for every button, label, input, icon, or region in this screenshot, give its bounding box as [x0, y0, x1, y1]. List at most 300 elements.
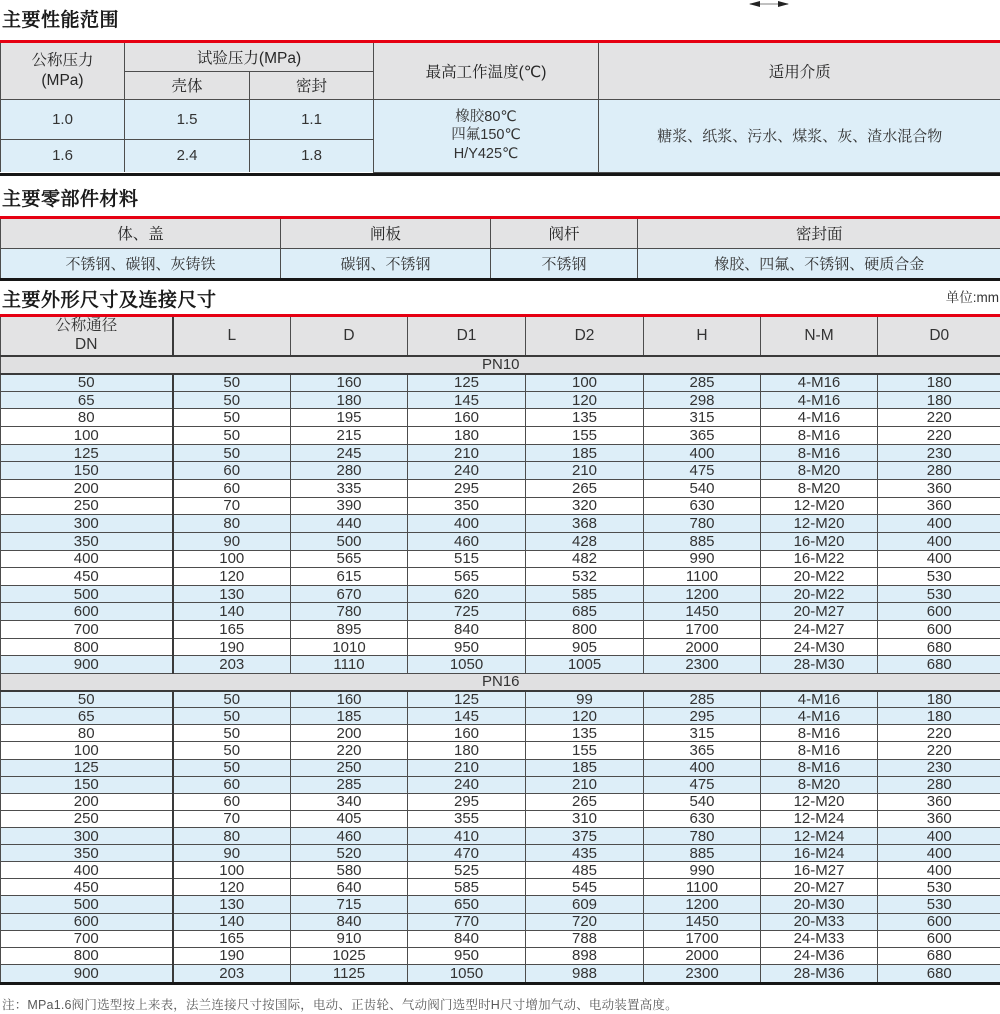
dim-cell: 265 — [526, 479, 644, 497]
dim-cell: 295 — [644, 708, 761, 725]
dim-cell: 165 — [173, 621, 291, 639]
dim-cell: 435 — [526, 845, 644, 862]
dim-cell: 285 — [644, 691, 761, 708]
dim-row-PN16-500 — [1, 896, 1000, 913]
col-header-D: D — [291, 317, 408, 356]
dim-row-PN16-400 — [1, 862, 1000, 879]
dim-row-PN16-800 — [1, 947, 1000, 964]
dim-cell: 1125 — [291, 964, 408, 981]
dim-cell: 400 — [878, 532, 1000, 550]
dim-cell: 1450 — [644, 913, 761, 930]
dimension-arrow-icon — [747, 0, 791, 8]
dim-cell: 220 — [878, 742, 1000, 759]
dim-cell: 300 — [1, 828, 173, 845]
dim-cell: 250 — [1, 497, 173, 515]
materials-table — [0, 219, 1000, 278]
dim-cell: 350 — [1, 845, 173, 862]
dim-row-PN16-250 — [1, 810, 1000, 827]
dim-cell: 1700 — [644, 930, 761, 947]
dim-cell: 340 — [291, 793, 408, 810]
dim-cell: 8-M16 — [761, 444, 878, 462]
dim-cell: 50 — [1, 374, 173, 392]
dim-cell: 24-M27 — [761, 621, 878, 639]
dim-cell: 600 — [878, 930, 1000, 947]
dim-cell: 215 — [291, 427, 408, 445]
dim-cell: 368 — [526, 515, 644, 533]
pressure-cell: 1.0 — [1, 99, 125, 139]
dim-cell: 400 — [878, 862, 1000, 879]
dim-cell: 125 — [1, 444, 173, 462]
dim-cell: 160 — [408, 409, 526, 427]
dim-cell: 440 — [291, 515, 408, 533]
dim-cell: 460 — [291, 828, 408, 845]
dim-row-PN10-150 — [1, 462, 1000, 480]
dim-cell: 500 — [1, 896, 173, 913]
dim-cell: 1110 — [291, 656, 408, 674]
max-temp-cell — [374, 99, 599, 172]
dim-cell: 220 — [878, 409, 1000, 427]
dim-cell: 310 — [526, 810, 644, 827]
dim-cell: 1025 — [291, 947, 408, 964]
pn-band-row — [1, 356, 1000, 374]
dim-cell: 50 — [173, 708, 291, 725]
dim-cell: 180 — [878, 691, 1000, 708]
dim-row-PN16-200 — [1, 793, 1000, 810]
dim-cell: 28-M36 — [761, 964, 878, 981]
dim-row-PN16-125 — [1, 759, 1000, 776]
dim-cell: 485 — [526, 862, 644, 879]
dim-cell: 4-M16 — [761, 391, 878, 409]
dim-cell: 70 — [173, 497, 291, 515]
dim-cell: 60 — [173, 479, 291, 497]
dim-cell: 788 — [526, 930, 644, 947]
dim-cell: 180 — [878, 391, 1000, 409]
dim-cell: 240 — [408, 462, 526, 480]
dim-cell: 950 — [408, 947, 526, 964]
dim-cell: 600 — [878, 603, 1000, 621]
performance-table — [0, 43, 1000, 173]
dim-cell: 70 — [173, 810, 291, 827]
section-title-materials: 主要零部件材料 — [2, 189, 139, 210]
dim-row-PN16-700 — [1, 930, 1000, 947]
dim-cell: 180 — [878, 708, 1000, 725]
dim-cell: 320 — [526, 497, 644, 515]
dim-cell: 190 — [173, 947, 291, 964]
dim-cell: 12-M20 — [761, 497, 878, 515]
pn-band-label: PN16 — [1, 674, 1000, 691]
dim-cell: 195 — [291, 409, 408, 427]
pressure-cell: 1.6 — [1, 139, 125, 172]
col-header-media: 适用介质 — [599, 43, 1000, 99]
dim-cell: 80 — [173, 515, 291, 533]
dim-cell: 898 — [526, 947, 644, 964]
dim-cell: 1050 — [408, 656, 526, 674]
dim-cell: 145 — [408, 391, 526, 409]
dim-cell: 715 — [291, 896, 408, 913]
dim-cell: 532 — [526, 568, 644, 586]
dim-cell: 90 — [173, 532, 291, 550]
dim-cell: 8-M20 — [761, 479, 878, 497]
performance-row — [1, 99, 1000, 139]
col-header-dn — [1, 317, 173, 356]
dim-cell: 720 — [526, 913, 644, 930]
dim-cell: 650 — [408, 896, 526, 913]
dim-cell: 220 — [878, 725, 1000, 742]
dim-cell: 60 — [173, 776, 291, 793]
dim-cell: 400 — [408, 515, 526, 533]
dim-cell: 295 — [408, 793, 526, 810]
dim-cell: 140 — [173, 913, 291, 930]
dim-cell: 585 — [526, 585, 644, 603]
dim-cell: 295 — [408, 479, 526, 497]
dim-cell: 140 — [173, 603, 291, 621]
dim-cell: 50 — [173, 374, 291, 392]
dim-cell: 580 — [291, 862, 408, 879]
dim-cell: 450 — [1, 568, 173, 586]
dim-row-PN10-250 — [1, 497, 1000, 515]
dim-cell: 200 — [291, 725, 408, 742]
dim-cell: 350 — [1, 532, 173, 550]
dim-cell: 20-M27 — [761, 879, 878, 896]
dim-cell: 780 — [291, 603, 408, 621]
dim-cell: 12-M20 — [761, 793, 878, 810]
dim-cell: 210 — [526, 462, 644, 480]
dim-cell: 400 — [1, 862, 173, 879]
dim-cell: 1100 — [644, 879, 761, 896]
dim-row-PN16-80 — [1, 725, 1000, 742]
dim-cell: 540 — [644, 479, 761, 497]
dim-cell: 525 — [408, 862, 526, 879]
dim-cell: 515 — [408, 550, 526, 568]
dim-cell: 1200 — [644, 585, 761, 603]
dim-cell: 65 — [1, 708, 173, 725]
dim-cell: 120 — [526, 391, 644, 409]
dim-cell: 400 — [1, 550, 173, 568]
dim-cell: 365 — [644, 742, 761, 759]
dim-cell: 545 — [526, 879, 644, 896]
shell-cell: 2.4 — [125, 139, 250, 172]
dim-cell: 150 — [1, 776, 173, 793]
dim-cell: 530 — [878, 568, 1000, 586]
dimensions-table-wrap — [0, 317, 1000, 985]
dim-row-PN16-300 — [1, 828, 1000, 845]
dim-cell: 300 — [1, 515, 173, 533]
dim-cell: 155 — [526, 742, 644, 759]
dim-cell: 265 — [526, 793, 644, 810]
dim-cell: 428 — [526, 532, 644, 550]
dim-cell: 20-M30 — [761, 896, 878, 913]
dim-cell: 165 — [173, 930, 291, 947]
seal-cell: 1.1 — [250, 99, 374, 139]
dim-cell: 155 — [526, 427, 644, 445]
dim-cell: 988 — [526, 964, 644, 981]
dim-row-PN10-65 — [1, 391, 1000, 409]
dim-cell: 125 — [1, 759, 173, 776]
dim-cell: 50 — [173, 742, 291, 759]
dim-cell: 680 — [878, 947, 1000, 964]
dim-cell: 24-M36 — [761, 947, 878, 964]
dim-cell: 24-M33 — [761, 930, 878, 947]
dim-cell: 100 — [1, 742, 173, 759]
dim-cell: 20-M22 — [761, 568, 878, 586]
col-header-seal: 密封 — [250, 71, 374, 99]
dim-cell: 185 — [526, 759, 644, 776]
dim-cell: 2000 — [644, 638, 761, 656]
dim-cell: 16-M20 — [761, 532, 878, 550]
dim-row-PN16-50 — [1, 691, 1000, 708]
dim-cell: 180 — [291, 391, 408, 409]
dim-row-PN10-700 — [1, 621, 1000, 639]
col-header-NM: N-M — [761, 317, 878, 356]
dim-cell: 630 — [644, 810, 761, 827]
dim-cell: 50 — [173, 725, 291, 742]
dim-cell: 210 — [408, 444, 526, 462]
dim-cell: 780 — [644, 828, 761, 845]
dim-cell: 1700 — [644, 621, 761, 639]
dim-group-PN16 — [1, 674, 1000, 982]
dimensions-table — [0, 317, 1000, 982]
dim-cell: 520 — [291, 845, 408, 862]
dim-group-PN10 — [1, 356, 1000, 674]
dim-cell: 990 — [644, 550, 761, 568]
dim-cell: 600 — [1, 913, 173, 930]
dim-row-PN10-50 — [1, 374, 1000, 392]
dim-cell: 8-M20 — [761, 776, 878, 793]
dim-cell: 680 — [878, 638, 1000, 656]
dim-cell: 16-M27 — [761, 862, 878, 879]
stem-cell: 不锈钢 — [491, 248, 638, 278]
dim-row-PN16-150 — [1, 776, 1000, 793]
header-line: (MPa) — [41, 71, 84, 89]
dim-row-PN16-350 — [1, 845, 1000, 862]
dim-cell: 365 — [644, 427, 761, 445]
dim-cell: 410 — [408, 828, 526, 845]
dim-cell: 100 — [1, 427, 173, 445]
dim-cell: 400 — [878, 515, 1000, 533]
media-cell: 糖浆、纸浆、污水、煤浆、灰、渣水混合物 — [599, 99, 1000, 172]
col-header-H: H — [644, 317, 761, 356]
dim-cell: 360 — [878, 497, 1000, 515]
dim-row-PN10-350 — [1, 532, 1000, 550]
temp-line: 橡胶80℃ — [455, 109, 517, 126]
dim-cell: 885 — [644, 532, 761, 550]
dim-cell: 680 — [878, 656, 1000, 674]
dim-row-PN16-900 — [1, 964, 1000, 981]
col-header-body-cover: 体、盖 — [1, 219, 281, 248]
dim-cell: 150 — [1, 462, 173, 480]
dim-cell: 400 — [878, 828, 1000, 845]
dim-cell: 60 — [173, 462, 291, 480]
col-header-D2: D2 — [526, 317, 644, 356]
dim-cell: 8-M20 — [761, 462, 878, 480]
dim-cell: 460 — [408, 532, 526, 550]
dim-cell: 910 — [291, 930, 408, 947]
dim-cell: 50 — [173, 427, 291, 445]
dim-cell: 220 — [878, 427, 1000, 445]
dim-row-PN16-65 — [1, 708, 1000, 725]
dim-cell: 530 — [878, 896, 1000, 913]
dim-cell: 405 — [291, 810, 408, 827]
dim-row-PN10-300 — [1, 515, 1000, 533]
sealing-face-cell: 橡胶、四氟、不锈钢、硬质合金 — [638, 248, 1000, 278]
dim-cell: 20-M22 — [761, 585, 878, 603]
dim-cell: 12-M20 — [761, 515, 878, 533]
dim-cell: 700 — [1, 930, 173, 947]
dim-cell: 725 — [408, 603, 526, 621]
dim-cell: 200 — [1, 793, 173, 810]
dim-cell: 50 — [1, 691, 173, 708]
dim-cell: 500 — [291, 532, 408, 550]
dim-row-PN10-500 — [1, 585, 1000, 603]
body-cover-cell: 不锈钢、碳钢、灰铸铁 — [1, 248, 281, 278]
unit-label: 单位:mm — [945, 290, 999, 305]
dim-cell: 360 — [878, 479, 1000, 497]
dim-cell: 28-M30 — [761, 656, 878, 674]
dim-row-PN10-200 — [1, 479, 1000, 497]
dim-cell: 4-M16 — [761, 409, 878, 427]
dim-cell: 50 — [173, 444, 291, 462]
dim-cell: 50 — [173, 759, 291, 776]
dim-cell: 315 — [644, 725, 761, 742]
dim-cell: 8-M16 — [761, 427, 878, 445]
col-header-L: L — [173, 317, 291, 356]
dim-cell: 250 — [291, 759, 408, 776]
col-header-nominal-pressure — [1, 43, 125, 99]
dim-cell: 670 — [291, 585, 408, 603]
dim-cell: 770 — [408, 913, 526, 930]
dim-cell: 203 — [173, 656, 291, 674]
dim-cell: 130 — [173, 585, 291, 603]
dim-cell: 700 — [1, 621, 173, 639]
materials-table-wrap — [0, 219, 1000, 281]
header-line: 公称压力 — [31, 52, 94, 70]
dim-cell: 90 — [173, 845, 291, 862]
dim-cell: 230 — [878, 444, 1000, 462]
dim-cell: 360 — [878, 793, 1000, 810]
section-title-performance: 主要性能范围 — [2, 10, 120, 31]
col-header-sealing-face: 密封面 — [638, 219, 1000, 248]
dim-row-PN10-80 — [1, 409, 1000, 427]
temp-line: 四氟150℃ — [451, 127, 521, 144]
dim-cell: 180 — [408, 742, 526, 759]
dim-cell: 120 — [173, 568, 291, 586]
dim-cell: 540 — [644, 793, 761, 810]
dim-cell: 640 — [291, 879, 408, 896]
pn-band-label: PN10 — [1, 356, 1000, 374]
dim-cell: 840 — [291, 913, 408, 930]
dim-cell: 180 — [878, 374, 1000, 392]
dim-cell: 900 — [1, 964, 173, 981]
dim-row-PN10-125 — [1, 444, 1000, 462]
col-header-test-pressure: 试验压力(MPa) — [125, 43, 374, 71]
dim-cell: 280 — [878, 462, 1000, 480]
dim-cell: 220 — [291, 742, 408, 759]
dim-cell: 1010 — [291, 638, 408, 656]
dim-row-PN10-100 — [1, 427, 1000, 445]
dim-cell: 475 — [644, 462, 761, 480]
temp-line: H/Y425℃ — [453, 145, 519, 162]
dim-cell: 65 — [1, 391, 173, 409]
dim-cell: 2300 — [644, 964, 761, 981]
dim-row-PN16-600 — [1, 913, 1000, 930]
dim-cell: 160 — [291, 691, 408, 708]
col-header-stem: 阀杆 — [491, 219, 638, 248]
dim-cell: 160 — [291, 374, 408, 392]
seal-cell: 1.8 — [250, 139, 374, 172]
dim-cell: 125 — [408, 691, 526, 708]
dim-row-PN10-600 — [1, 603, 1000, 621]
section-title-dimensions: 主要外形尺寸及连接尺寸 — [2, 290, 217, 311]
dim-cell: 4-M16 — [761, 374, 878, 392]
dim-cell: 285 — [291, 776, 408, 793]
dim-cell: 470 — [408, 845, 526, 862]
dim-cell: 450 — [1, 879, 173, 896]
dim-cell: 4-M16 — [761, 708, 878, 725]
dim-cell: 210 — [408, 759, 526, 776]
dim-cell: 190 — [173, 638, 291, 656]
col-header-D0: D0 — [878, 317, 1000, 356]
dim-cell: 130 — [173, 896, 291, 913]
dim-cell: 315 — [644, 409, 761, 427]
dim-cell: 12-M24 — [761, 810, 878, 827]
dim-cell: 2300 — [644, 656, 761, 674]
dim-cell: 400 — [644, 759, 761, 776]
dim-cell: 905 — [526, 638, 644, 656]
dim-cell: 210 — [526, 776, 644, 793]
dim-cell: 800 — [526, 621, 644, 639]
dim-cell: 245 — [291, 444, 408, 462]
shell-cell: 1.5 — [125, 99, 250, 139]
pn-band-row — [1, 674, 1000, 691]
dim-cell: 180 — [408, 427, 526, 445]
dim-cell: 50 — [173, 391, 291, 409]
dim-cell: 250 — [1, 810, 173, 827]
dim-cell: 900 — [1, 656, 173, 674]
dim-cell: 50 — [173, 691, 291, 708]
dim-row-PN10-900 — [1, 656, 1000, 674]
dim-cell: 600 — [878, 913, 1000, 930]
dim-cell: 100 — [173, 862, 291, 879]
dim-row-PN16-100 — [1, 742, 1000, 759]
dim-cell: 100 — [526, 374, 644, 392]
header-line: 公称通径 — [55, 317, 118, 335]
dim-cell: 24-M30 — [761, 638, 878, 656]
dim-cell: 630 — [644, 497, 761, 515]
col-header-gate: 闸板 — [281, 219, 491, 248]
dim-cell: 360 — [878, 810, 1000, 827]
dim-cell: 840 — [408, 621, 526, 639]
dim-cell: 335 — [291, 479, 408, 497]
dim-cell: 1450 — [644, 603, 761, 621]
dim-cell: 400 — [644, 444, 761, 462]
dim-row-PN10-800 — [1, 638, 1000, 656]
dim-cell: 355 — [408, 810, 526, 827]
dim-cell: 482 — [526, 550, 644, 568]
dim-cell: 135 — [526, 409, 644, 427]
dim-cell: 685 — [526, 603, 644, 621]
dim-cell: 600 — [1, 603, 173, 621]
dim-cell: 390 — [291, 497, 408, 515]
dim-cell: 990 — [644, 862, 761, 879]
dim-cell: 240 — [408, 776, 526, 793]
dim-cell: 200 — [1, 479, 173, 497]
dim-cell: 1050 — [408, 964, 526, 981]
dim-cell: 2000 — [644, 947, 761, 964]
dim-row-PN10-400 — [1, 550, 1000, 568]
dim-cell: 280 — [291, 462, 408, 480]
dim-cell: 585 — [408, 879, 526, 896]
dim-cell: 950 — [408, 638, 526, 656]
